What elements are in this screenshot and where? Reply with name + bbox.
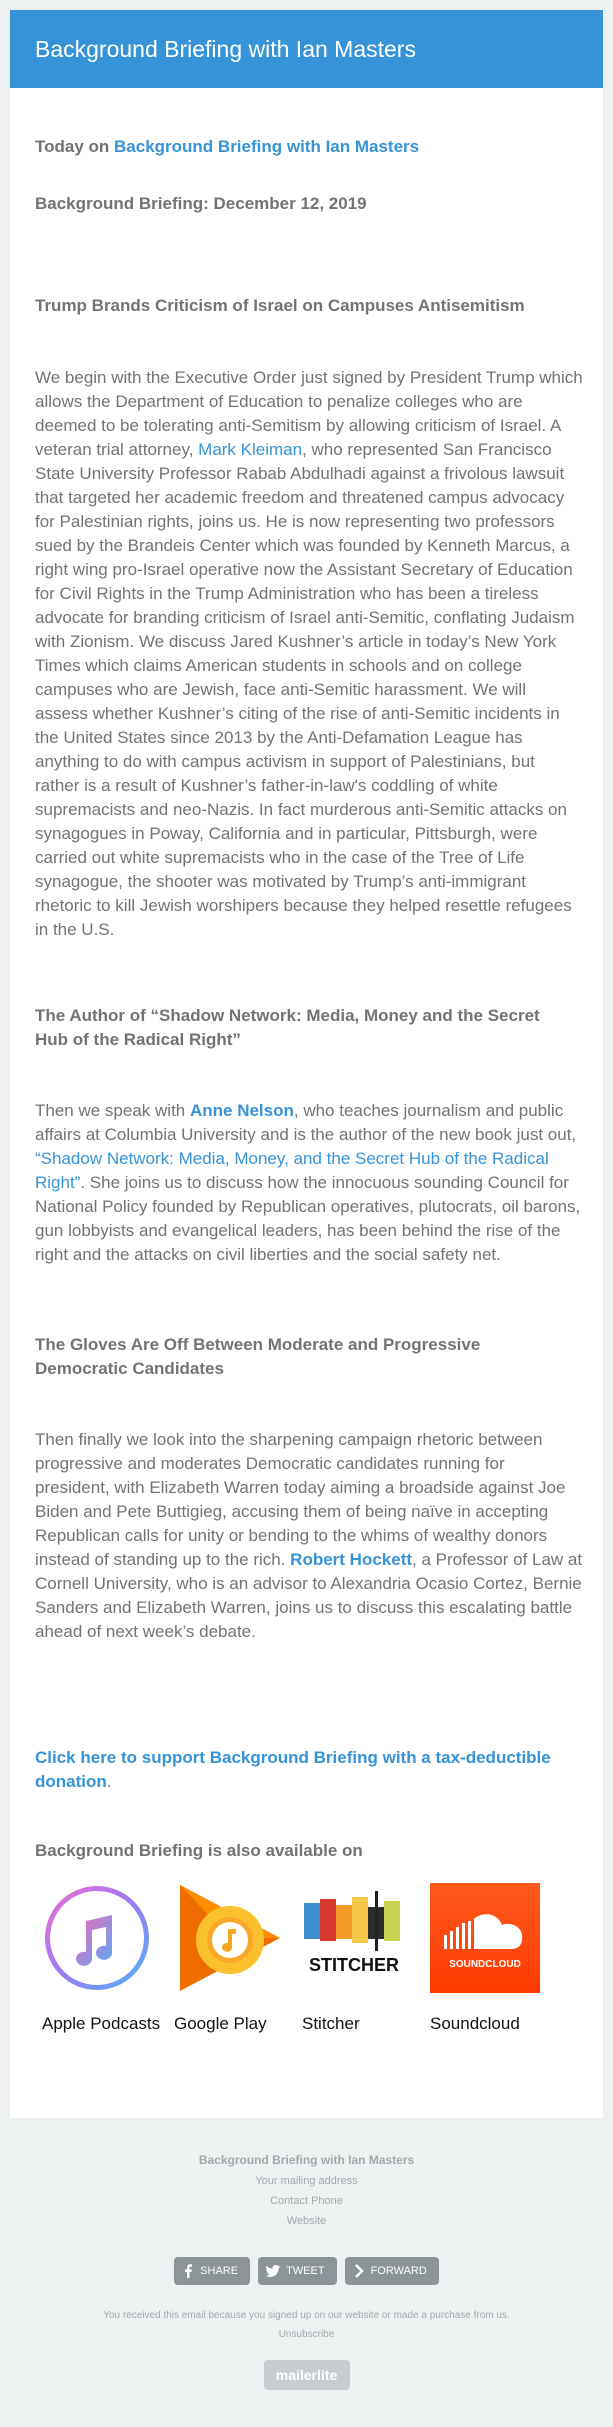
- segment-1-title: Trump Brands Criticism of Israel on Campuses Antisemitism: [35, 296, 525, 315]
- platform-apple-podcasts[interactable]: [42, 1883, 162, 2035]
- segment-1-text-after: , who represented San Francisco State University Professor Rabab Abdulhadi against a frivolous lawsuit that targeted her academic freedom and threatened campus advocacy for Palestinian rights, joins us. He is now representing two professors sued by the Brandeis Center which was founded by Kenneth Marcus, a right wing pro-Israel operative now the Assistant Secretary of Education for Civil Rights in the Trump Administration who has been a tireless advocate for branding criticism of Israel anti-Semitic, conflating Judaism with Zionism. We discuss Jared Kushner’s article in today’s New York Times which claims American students in schools and on college campuses who are Jewish, face anti-Semitic harassment. We will assess whether Kushner’s citing of the rise of anti-Semitic incidents in the United States since 2013 by the Anti-Defamation League has anything to do with campus activism in support of Palestinians, but rather is a result of Kushner’s father-in-law's coddling of white supremacists and neo-Nazis. In fact murderous anti-Semitic attacks on synagogues in Poway, California and in particular, Pittsburgh, were carried out white supremacists who in the case of the Tree of Life synagogue, the shooter was motivated by Trump’s anti-immigrant rhetoric to kill Jewish worshipers because they helped resettle refugees in the U.S.: [35, 440, 575, 939]
- email-header-title: Background Briefing with Ian Masters: [35, 36, 416, 62]
- platform-label-stitcher: Stitcher: [302, 2014, 360, 2033]
- guest-link-anne-nelson[interactable]: Anne Nelson: [189, 1101, 294, 1120]
- email-header: [10, 10, 603, 88]
- date-heading: Background Briefing: December 12, 2019: [35, 194, 367, 213]
- footer-phone: Contact Phone: [270, 2195, 343, 2207]
- share-button[interactable]: [174, 2257, 250, 2285]
- stitcher-logo-text: STITCHER: [309, 1955, 399, 1975]
- platform-soundcloud[interactable]: [430, 1883, 550, 2035]
- segment-2-body: [35, 1099, 583, 1267]
- facebook-icon: [182, 2264, 194, 2278]
- email-footer: [0, 2120, 613, 2390]
- apple-podcasts-icon[interactable]: [42, 1883, 152, 1993]
- chevron-right-icon: [353, 2264, 365, 2278]
- email-card: [10, 10, 603, 2118]
- today-prefix: Today on: [35, 137, 115, 156]
- today-show-link[interactable]: Background Briefing with Ian Masters: [114, 137, 420, 156]
- platform-stitcher[interactable]: [302, 1883, 422, 2035]
- social-share-row: [0, 2257, 613, 2285]
- segment-2-text-before: Then we speak with: [35, 1101, 190, 1120]
- availability-heading: Background Briefing is also available on: [35, 1841, 363, 1860]
- forward-button-label: FORWARD: [370, 2265, 427, 2277]
- platform-label-apple-podcasts: Apple Podcasts: [42, 2014, 161, 2033]
- today-heading: [35, 137, 419, 157]
- segment-2-title: The Author of “Shadow Network: Media, Money and the Secret Hub of the Radical Right”: [35, 1006, 540, 1049]
- twitter-icon: [266, 2265, 280, 2277]
- forward-button[interactable]: [345, 2257, 439, 2285]
- footer-subscription-note: You received this email because you signed up on our website or made a purchase from us.: [103, 2310, 510, 2321]
- segment-2-text-mid: , who teaches journalism and public affairs at Columbia University and is the author of the new book just out,: [35, 1101, 577, 1144]
- mailerlite-badge[interactable]: [264, 2360, 350, 2390]
- google-play-music-icon[interactable]: [174, 1883, 284, 1993]
- segment-3-title: The Gloves Are Off Between Moderate and Progressive Democratic Candidates: [35, 1335, 481, 1378]
- tweet-button[interactable]: [258, 2257, 337, 2285]
- segment-1-body: [35, 366, 583, 942]
- mailerlite-logo-text: mailerlite: [275, 2367, 338, 2383]
- platform-label-google-play: Google Play: [174, 2014, 267, 2033]
- soundcloud-logo-text: SOUNDCLOUD: [449, 1959, 521, 1970]
- segment-1-text-before: We begin with the Executive Order just signed by President Trump which allows the Department of Education to penalize colleges who are deemed to be tolerating anti-Semitism by allowing criticism of Israel. A veteran trial attorney,: [35, 368, 583, 459]
- platform-label-soundcloud: Soundcloud: [430, 2014, 520, 2033]
- platform-google-play[interactable]: [174, 1883, 294, 2035]
- stitcher-icon[interactable]: [302, 1883, 412, 1993]
- footer-sender-name: Background Briefing with Ian Masters: [198, 2153, 415, 2167]
- donation-suffix: .: [106, 1772, 112, 1791]
- segment-3-text-before: Then finally we look into the sharpening campaign rhetoric between progressive and moderates Democratic candidates running for president, with Elizabeth Warren today aiming a broadside against Joe Biden and Pete Buttigieg, accusing them of being naïve in accepting Republican calls for unity or bending to the whims of wealthy donors instead of standing up to the rich.: [35, 1430, 566, 1569]
- segment-2-text-after: . She joins us to discuss how the innocuous sounding Council for National Policy founded by Republican operatives, plutocrats, oil barons, gun lobbyists and evangelical leaders, has been behind the rise of the right and the attacks on civil liberties and the social safety net.: [35, 1173, 581, 1264]
- unsubscribe-link[interactable]: Unsubscribe: [278, 2329, 335, 2340]
- share-button-label: SHARE: [200, 2265, 239, 2277]
- donation-paragraph: [35, 1746, 555, 1794]
- footer-address: Your mailing address: [255, 2175, 358, 2187]
- guest-link-robert-hockett[interactable]: Robert Hockett: [290, 1550, 413, 1569]
- book-link-shadow-network[interactable]: “Shadow Network: Media, Money, and the Secret Hub of the Radical Right”: [35, 1149, 549, 1192]
- segment-3-text-after: , a Professor of Law at Cornell University, who is an advisor to Alexandria Ocasio Cortez, Bernie Sanders and Elizabeth Warren, joins us to discuss this escalating battle ahead of next week’s debate.: [35, 1550, 583, 1641]
- donation-link[interactable]: Click here to support Background Briefing with a tax-deductible donation: [35, 1748, 551, 1791]
- soundcloud-icon[interactable]: [430, 1883, 540, 1993]
- segment-3-body: [35, 1428, 583, 1644]
- guest-link-mark-kleiman[interactable]: Mark Kleiman: [198, 440, 303, 459]
- footer-website[interactable]: Website: [286, 2215, 327, 2227]
- tweet-button-label: TWEET: [286, 2265, 325, 2277]
